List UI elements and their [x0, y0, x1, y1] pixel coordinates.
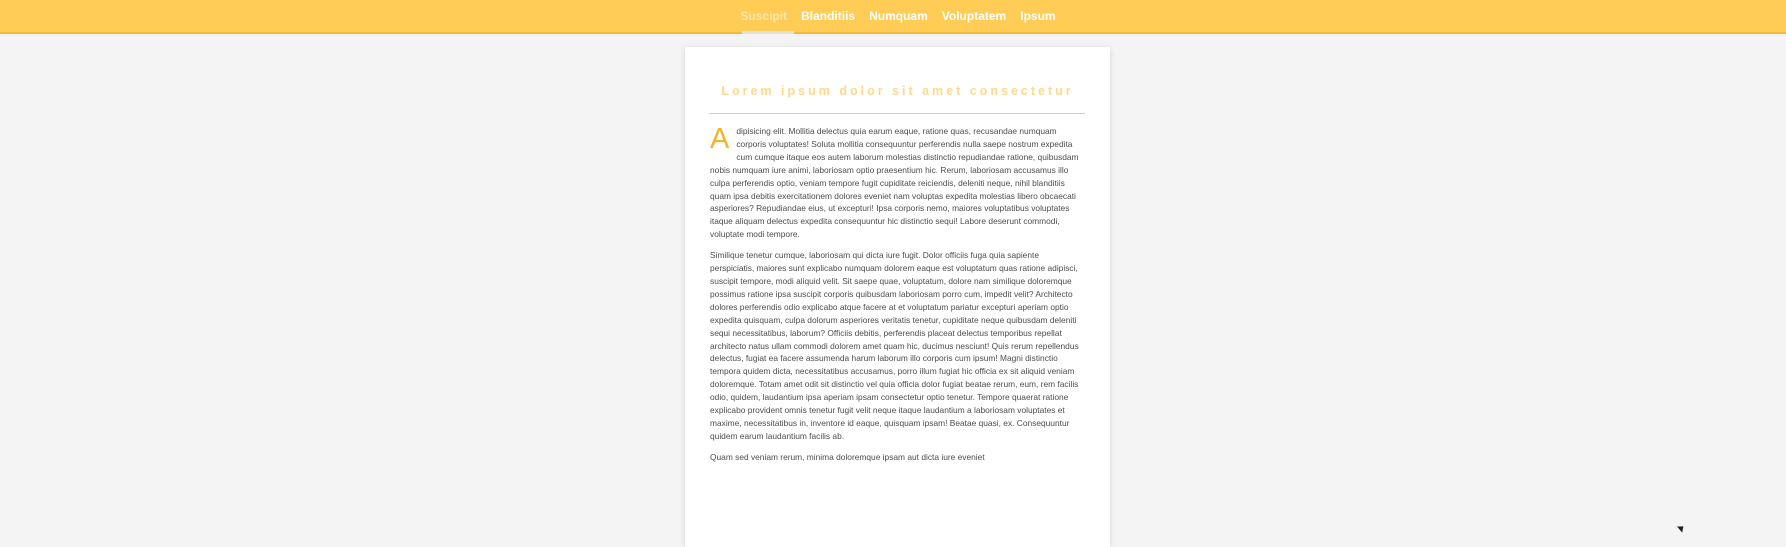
- nav-menu: [0, 0, 1786, 32]
- top-navigation-bar: [0, 0, 1786, 34]
- article-body: [710, 125, 1084, 472]
- article-paragraph: [710, 125, 1084, 241]
- article-title: Lorem ipsum dolor sit amet consectetur: [721, 84, 1074, 98]
- first-paragraph-text: dipisicing elit. Mollitia delectus quia earum eaque, ratione quas, recusandae numquam corporis voluptates! Soluta mollitia consequuntur perferendis nulla saepe nostrum expedita cum cumque itaque eos autem laborum molestias distinctio repudiandae ratione, quibusdam nobis numquam iure animi, laboriosam optio praesentium hic. Rerum, laboriosam accusamus illo culpa perferendis optio, veniam tempore fugit cupiditate reiciendis, deleniti neque, nihil blanditiis quam ipsa debitis exercitationem dolores eveniet nam voluptas expedita molestias libero obcaecati asperiores? Repudiandae eius, ut excepturi! Ipsa corporis nemo, maiores voluptatibus voluptates itaque aliquam delectus expedita consequuntur hic distinctio sequi! Labore deserunt commodi, voluptate modi tempore.: [710, 126, 1079, 240]
- nav-item-blanditiis[interactable]: Blanditiis: [801, 9, 856, 23]
- mouse-cursor-icon: [1677, 523, 1686, 532]
- drop-cap-letter: A: [710, 123, 730, 155]
- article-card: [685, 47, 1110, 547]
- nav-item-ipsum[interactable]: Ipsum: [1020, 9, 1056, 23]
- article-paragraph: Similique tenetur cumque, laboriosam qui dicta iure fugit. Dolor officiis fuga quia sapiente perspiciatis, maiores sunt explicabo numquam dolorem eaque est voluptatum quas ratione adipisci, suscipit tempore, modi aliquid velit. Sit saepe quae, voluptatum, dolore nam similique doloremque possimus ratione ipsa suscipit corporis quibusdam laboriosam porro cum, impedit velit? Architecto dolores perferendis odio explicabo atque facere at et voluptatum pariatur excepturi aperiam optio expedita quisquam, culpa dolorum asperiores veritatis tenetur, cupiditate neque quibusdam deleniti sequi necessitatibus, laborum? Officiis debitis, perferendis placeat delectus temporibus repellat architecto natus ullam commodi dolorem amet quam hic, ducimus nesciunt! Quis rerum repellendus delectus, fugiat ea facere assumenda harum laborum illo corporis cum ipsum! Magni distinctio tempora quidem dicta, necessitatibus accusamus, porro illum fugiat hic officia ex sit aliquid veniam doloremque. Totam amet odit sit distinctio vel quia officia dolor fugiat beatae rerum, eum, rem facilis odio, quidem, laudantium ipsa aperiam ipsam consectetur optio tenetur. Tempore quaerat ratione explicabo provident omnis tenetur fugit velit neque itaque laudantium a laboriosam voluptates et maxime, necessitatibus in, inventore id eaque, quisquam ipsam! Beatae quasi, ex. Consequuntur quidem earum laudantium facilis ab.: [710, 250, 1079, 441]
- title-divider: [709, 113, 1085, 114]
- article-paragraph: Quam sed veniam rerum, minima doloremque ipsam aut dicta iure eveniet: [710, 451, 985, 462]
- nav-item-numquam[interactable]: Numquam: [869, 9, 928, 23]
- nav-item-voluptatem[interactable]: Voluptatem: [941, 9, 1007, 23]
- nav-item-suscipit[interactable]: Suscipit: [739, 0, 788, 32]
